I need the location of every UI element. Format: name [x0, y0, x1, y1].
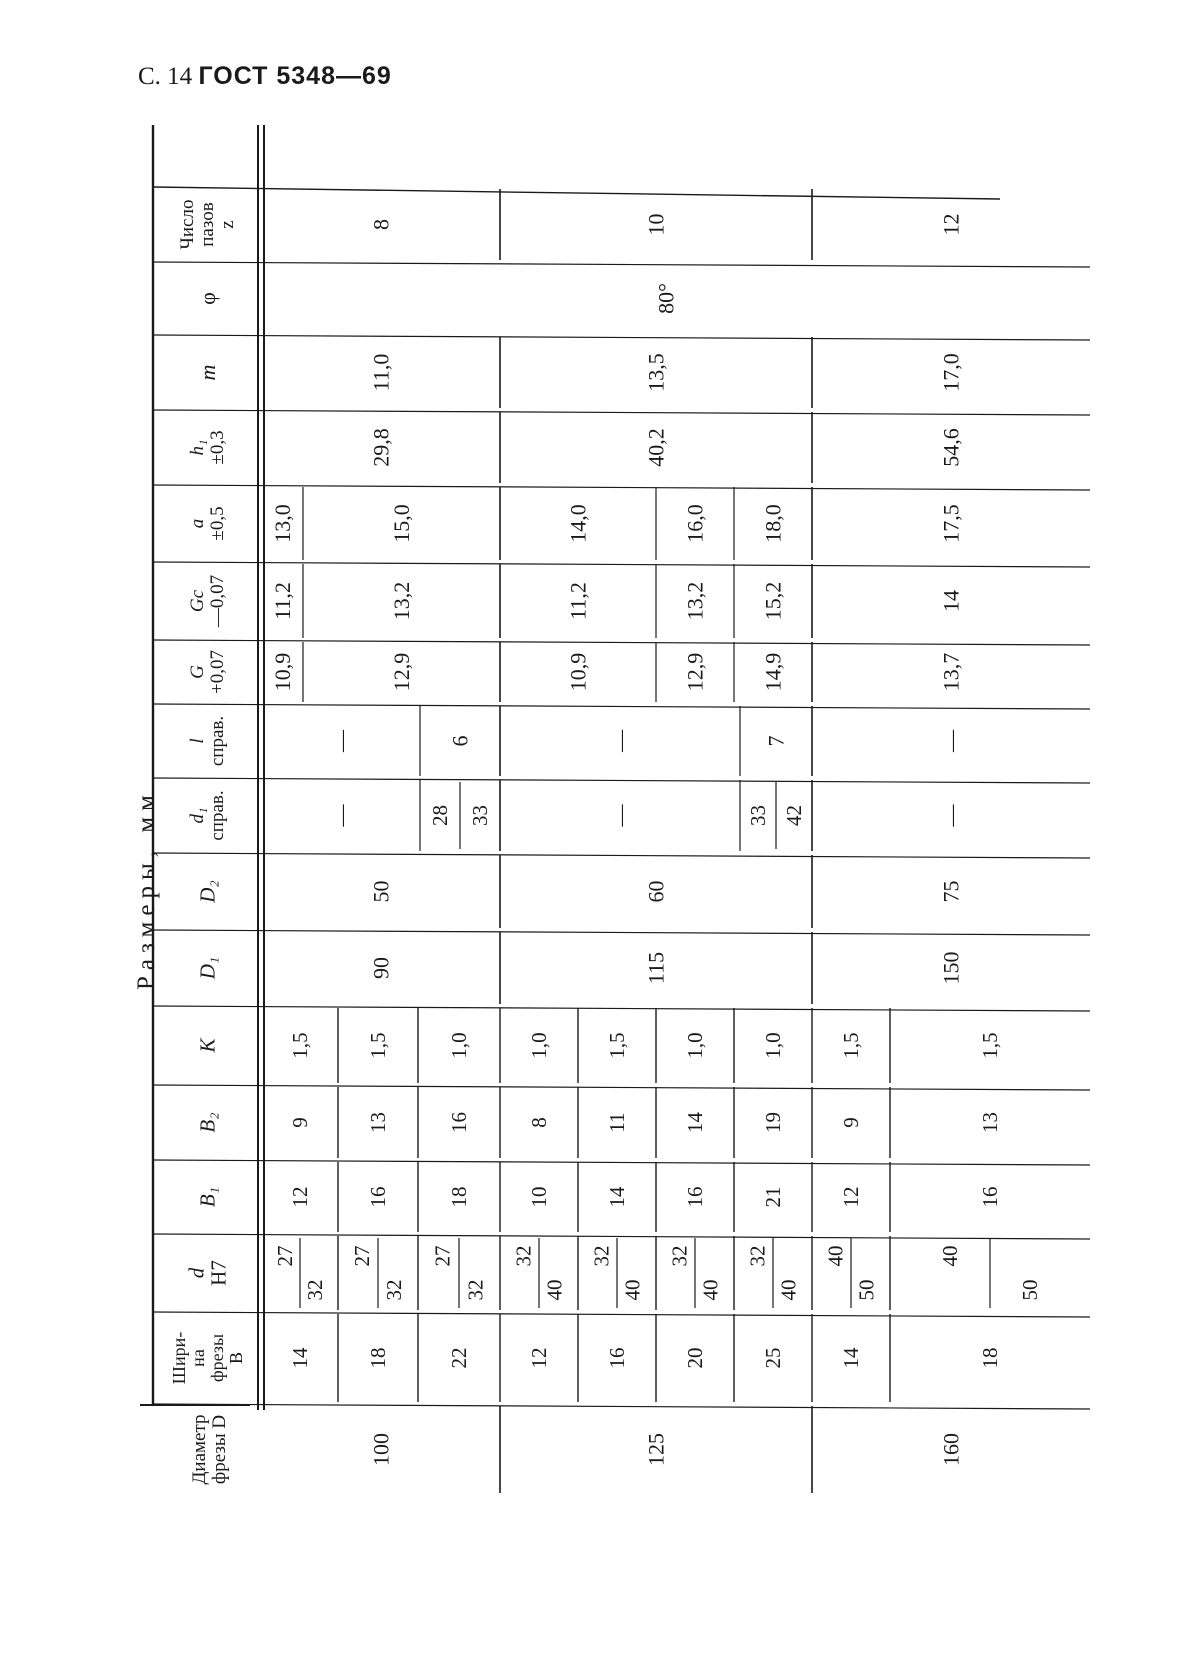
column-separator — [153, 1006, 1090, 1011]
cell-d-b: 50 — [854, 1279, 879, 1301]
column-separator — [153, 1404, 1090, 1409]
cell-Gc: 11,2 — [270, 582, 295, 620]
header-a-line: a — [187, 518, 209, 529]
cell-diameter: 160 — [938, 1433, 964, 1466]
cell-B2: 19 — [761, 1112, 785, 1133]
cell-d-a: 27 — [430, 1245, 455, 1267]
cell-G: 10,9 — [270, 652, 295, 692]
cell-a: 17,5 — [938, 504, 964, 543]
cell-B2: 9 — [839, 1117, 863, 1128]
header-B1: B₁ — [195, 1186, 220, 1208]
page-number: С. 14 — [138, 63, 193, 90]
column-separator — [153, 640, 1090, 645]
cell-B1: 10 — [527, 1186, 551, 1208]
cell-K: 1,5 — [605, 1032, 629, 1059]
header-z-line: Число — [177, 199, 199, 250]
cell-d-b: 32 — [303, 1279, 328, 1301]
cell-G: 13,7 — [938, 652, 964, 692]
cell-z: 10 — [643, 213, 669, 236]
cell-D1: 150 — [938, 951, 964, 985]
cell-K: 1,0 — [447, 1032, 471, 1059]
cell-h1: 54,6 — [938, 428, 964, 467]
row-rule — [153, 187, 1000, 199]
cell-d-a: 32 — [589, 1245, 614, 1267]
cell-a: 13,0 — [270, 504, 295, 543]
cell-d-a: 27 — [350, 1245, 374, 1267]
header-diameter-line: Диаметр — [189, 1414, 211, 1485]
cell-z: 8 — [368, 219, 394, 230]
column-separator — [153, 778, 1090, 783]
cell-l: — — [607, 730, 633, 752]
header-G-line: +0,07 — [206, 650, 228, 694]
cell-Gc: 13,2 — [682, 581, 708, 621]
column-separator — [153, 930, 1090, 935]
header-D2: D₂ — [195, 880, 220, 903]
header-d1-line: справ. — [206, 790, 228, 841]
cell-B1: 14 — [605, 1186, 629, 1208]
header-h1-line: ±0,3 — [206, 430, 228, 465]
header-h1-line: h₁ — [187, 439, 209, 456]
header-l-line: l — [187, 738, 209, 744]
column-separator — [153, 262, 1090, 267]
cell-d-a: 27 — [272, 1245, 297, 1267]
cell-d1-b: 33 — [468, 805, 492, 826]
cell-B1: 12 — [288, 1186, 312, 1208]
header-m: m — [195, 364, 220, 381]
cell-d-b: 40 — [698, 1279, 723, 1301]
cell-K: 1,5 — [978, 1032, 1002, 1059]
cell-d-a: 40 — [938, 1245, 962, 1267]
cell-d-b: 32 — [382, 1279, 406, 1301]
cell-d1-b: 42 — [782, 805, 806, 826]
header-z-line: z — [216, 220, 238, 229]
cell-d1: — — [938, 804, 964, 827]
header-d1-line: d₁ — [187, 807, 209, 824]
header-d-line: H7 — [206, 1260, 231, 1286]
cell-width: 16 — [605, 1347, 629, 1369]
cell-D2: 50 — [368, 880, 394, 903]
header-a-line: ±0,5 — [206, 506, 228, 541]
header-width-line: на — [188, 1349, 209, 1367]
cell-D2: 60 — [643, 880, 669, 903]
cell-D1: 115 — [643, 951, 669, 985]
column-separator — [153, 410, 1090, 415]
cell-Gc: 14 — [938, 590, 964, 612]
header-width-line: B — [225, 1351, 246, 1365]
cell-z: 12 — [938, 213, 964, 236]
cell-width: 25 — [761, 1347, 785, 1369]
cell-m: 13,5 — [643, 353, 669, 392]
cell-B2: 8 — [527, 1117, 551, 1128]
cell-l: 6 — [447, 735, 473, 747]
cell-width: 14 — [288, 1347, 312, 1369]
header-width-line: фрезы — [206, 1333, 227, 1383]
cell-m: 17,0 — [938, 353, 964, 392]
cell-B1: 12 — [839, 1186, 863, 1208]
cell-width: 18 — [978, 1347, 1002, 1369]
cell-B1: 16 — [683, 1186, 707, 1208]
column-separator — [153, 1234, 1090, 1239]
cell-d-b: 40 — [542, 1279, 567, 1301]
header-l-line: справ. — [206, 715, 228, 767]
cell-l: — — [328, 730, 354, 752]
cell-K: 1,0 — [761, 1032, 785, 1059]
cell-B2: 11 — [605, 1112, 629, 1133]
column-separator — [153, 704, 1090, 709]
cell-Gc: 13,2 — [389, 581, 414, 621]
cell-B1: 18 — [447, 1186, 471, 1208]
cell-G: 14,9 — [760, 652, 786, 692]
cell-a: 14,0 — [565, 504, 591, 543]
cell-K: 1,0 — [527, 1032, 551, 1059]
cell-d-b: 32 — [463, 1279, 488, 1301]
cell-width: 12 — [527, 1347, 551, 1369]
header-Gc-line: —0,07 — [206, 574, 228, 628]
cell-B1: 16 — [366, 1186, 390, 1208]
cell-d-a: 32 — [745, 1245, 770, 1267]
column-separator — [153, 1312, 1090, 1317]
cell-G: 12,9 — [389, 652, 414, 692]
cell-d-b: 40 — [620, 1279, 645, 1301]
cell-diameter: 125 — [643, 1433, 669, 1466]
header-z-line: пазов — [197, 202, 218, 247]
cell-B2: 13 — [978, 1112, 1002, 1133]
cell-d1-a: 28 — [428, 805, 452, 826]
cell-h1: 40,2 — [643, 428, 669, 467]
cell-K: 1,0 — [683, 1032, 707, 1059]
cell-G: 12,9 — [682, 652, 708, 692]
column-separator — [153, 1085, 1090, 1090]
cell-width: 18 — [366, 1347, 390, 1369]
cell-width: 22 — [447, 1347, 471, 1369]
header-phi: φ — [195, 292, 220, 305]
column-separator — [153, 562, 1090, 567]
cell-h1: 29,8 — [368, 428, 394, 467]
cell-d-b: 40 — [776, 1279, 801, 1301]
cell-K: 1,5 — [288, 1032, 312, 1059]
cell-phi: 80° — [653, 283, 679, 314]
cell-width: 20 — [683, 1347, 707, 1369]
column-separator — [153, 485, 1090, 490]
header-G-line: G — [187, 665, 209, 679]
cell-a: 18,0 — [760, 504, 786, 543]
header-diameter-line: фрезы D — [208, 1414, 230, 1485]
cell-l: 7 — [763, 735, 789, 747]
cell-a: 16,0 — [682, 504, 708, 543]
cell-Gc: 11,2 — [565, 582, 591, 620]
cell-d-a: 32 — [667, 1245, 692, 1267]
cell-a: 15,0 — [389, 504, 414, 543]
column-separator — [153, 335, 1090, 340]
header-width-line: Шири- — [169, 1331, 190, 1385]
header-d-line: d — [184, 1267, 209, 1279]
cell-B2: 14 — [683, 1112, 707, 1133]
cell-G: 10,9 — [565, 652, 591, 692]
cell-B2: 16 — [447, 1112, 471, 1133]
standard-number: ГОСТ 5348—69 — [198, 62, 392, 90]
cell-d1: — — [328, 804, 354, 827]
cell-d1-a: 33 — [746, 805, 770, 826]
header-K: K — [195, 1038, 220, 1053]
cell-B1: 16 — [978, 1186, 1002, 1208]
cell-K: 1,5 — [366, 1032, 390, 1059]
column-separator — [153, 853, 1090, 858]
header-Gc-line: Gc — [187, 589, 209, 613]
cell-D2: 75 — [938, 880, 964, 903]
cell-width: 14 — [839, 1347, 863, 1369]
cell-d-a: 40 — [823, 1245, 848, 1267]
cell-d-b: 50 — [1018, 1279, 1042, 1301]
header-B2: B₂ — [195, 1112, 220, 1133]
cell-B1: 21 — [761, 1186, 785, 1208]
cell-B2: 13 — [366, 1112, 390, 1133]
cell-B2: 9 — [288, 1117, 312, 1128]
cell-d1: — — [607, 804, 633, 827]
cell-m: 11,0 — [368, 353, 394, 392]
cell-l: — — [938, 730, 964, 752]
cell-D1: 90 — [368, 957, 394, 979]
cell-K: 1,5 — [839, 1032, 863, 1059]
table-caption: Размеры, мм — [133, 789, 160, 991]
cell-d-a: 32 — [511, 1245, 536, 1267]
column-separator — [153, 1160, 1090, 1165]
cell-diameter: 100 — [368, 1433, 394, 1466]
header-D1: D₁ — [195, 956, 220, 980]
cell-Gc: 15,2 — [760, 581, 786, 621]
